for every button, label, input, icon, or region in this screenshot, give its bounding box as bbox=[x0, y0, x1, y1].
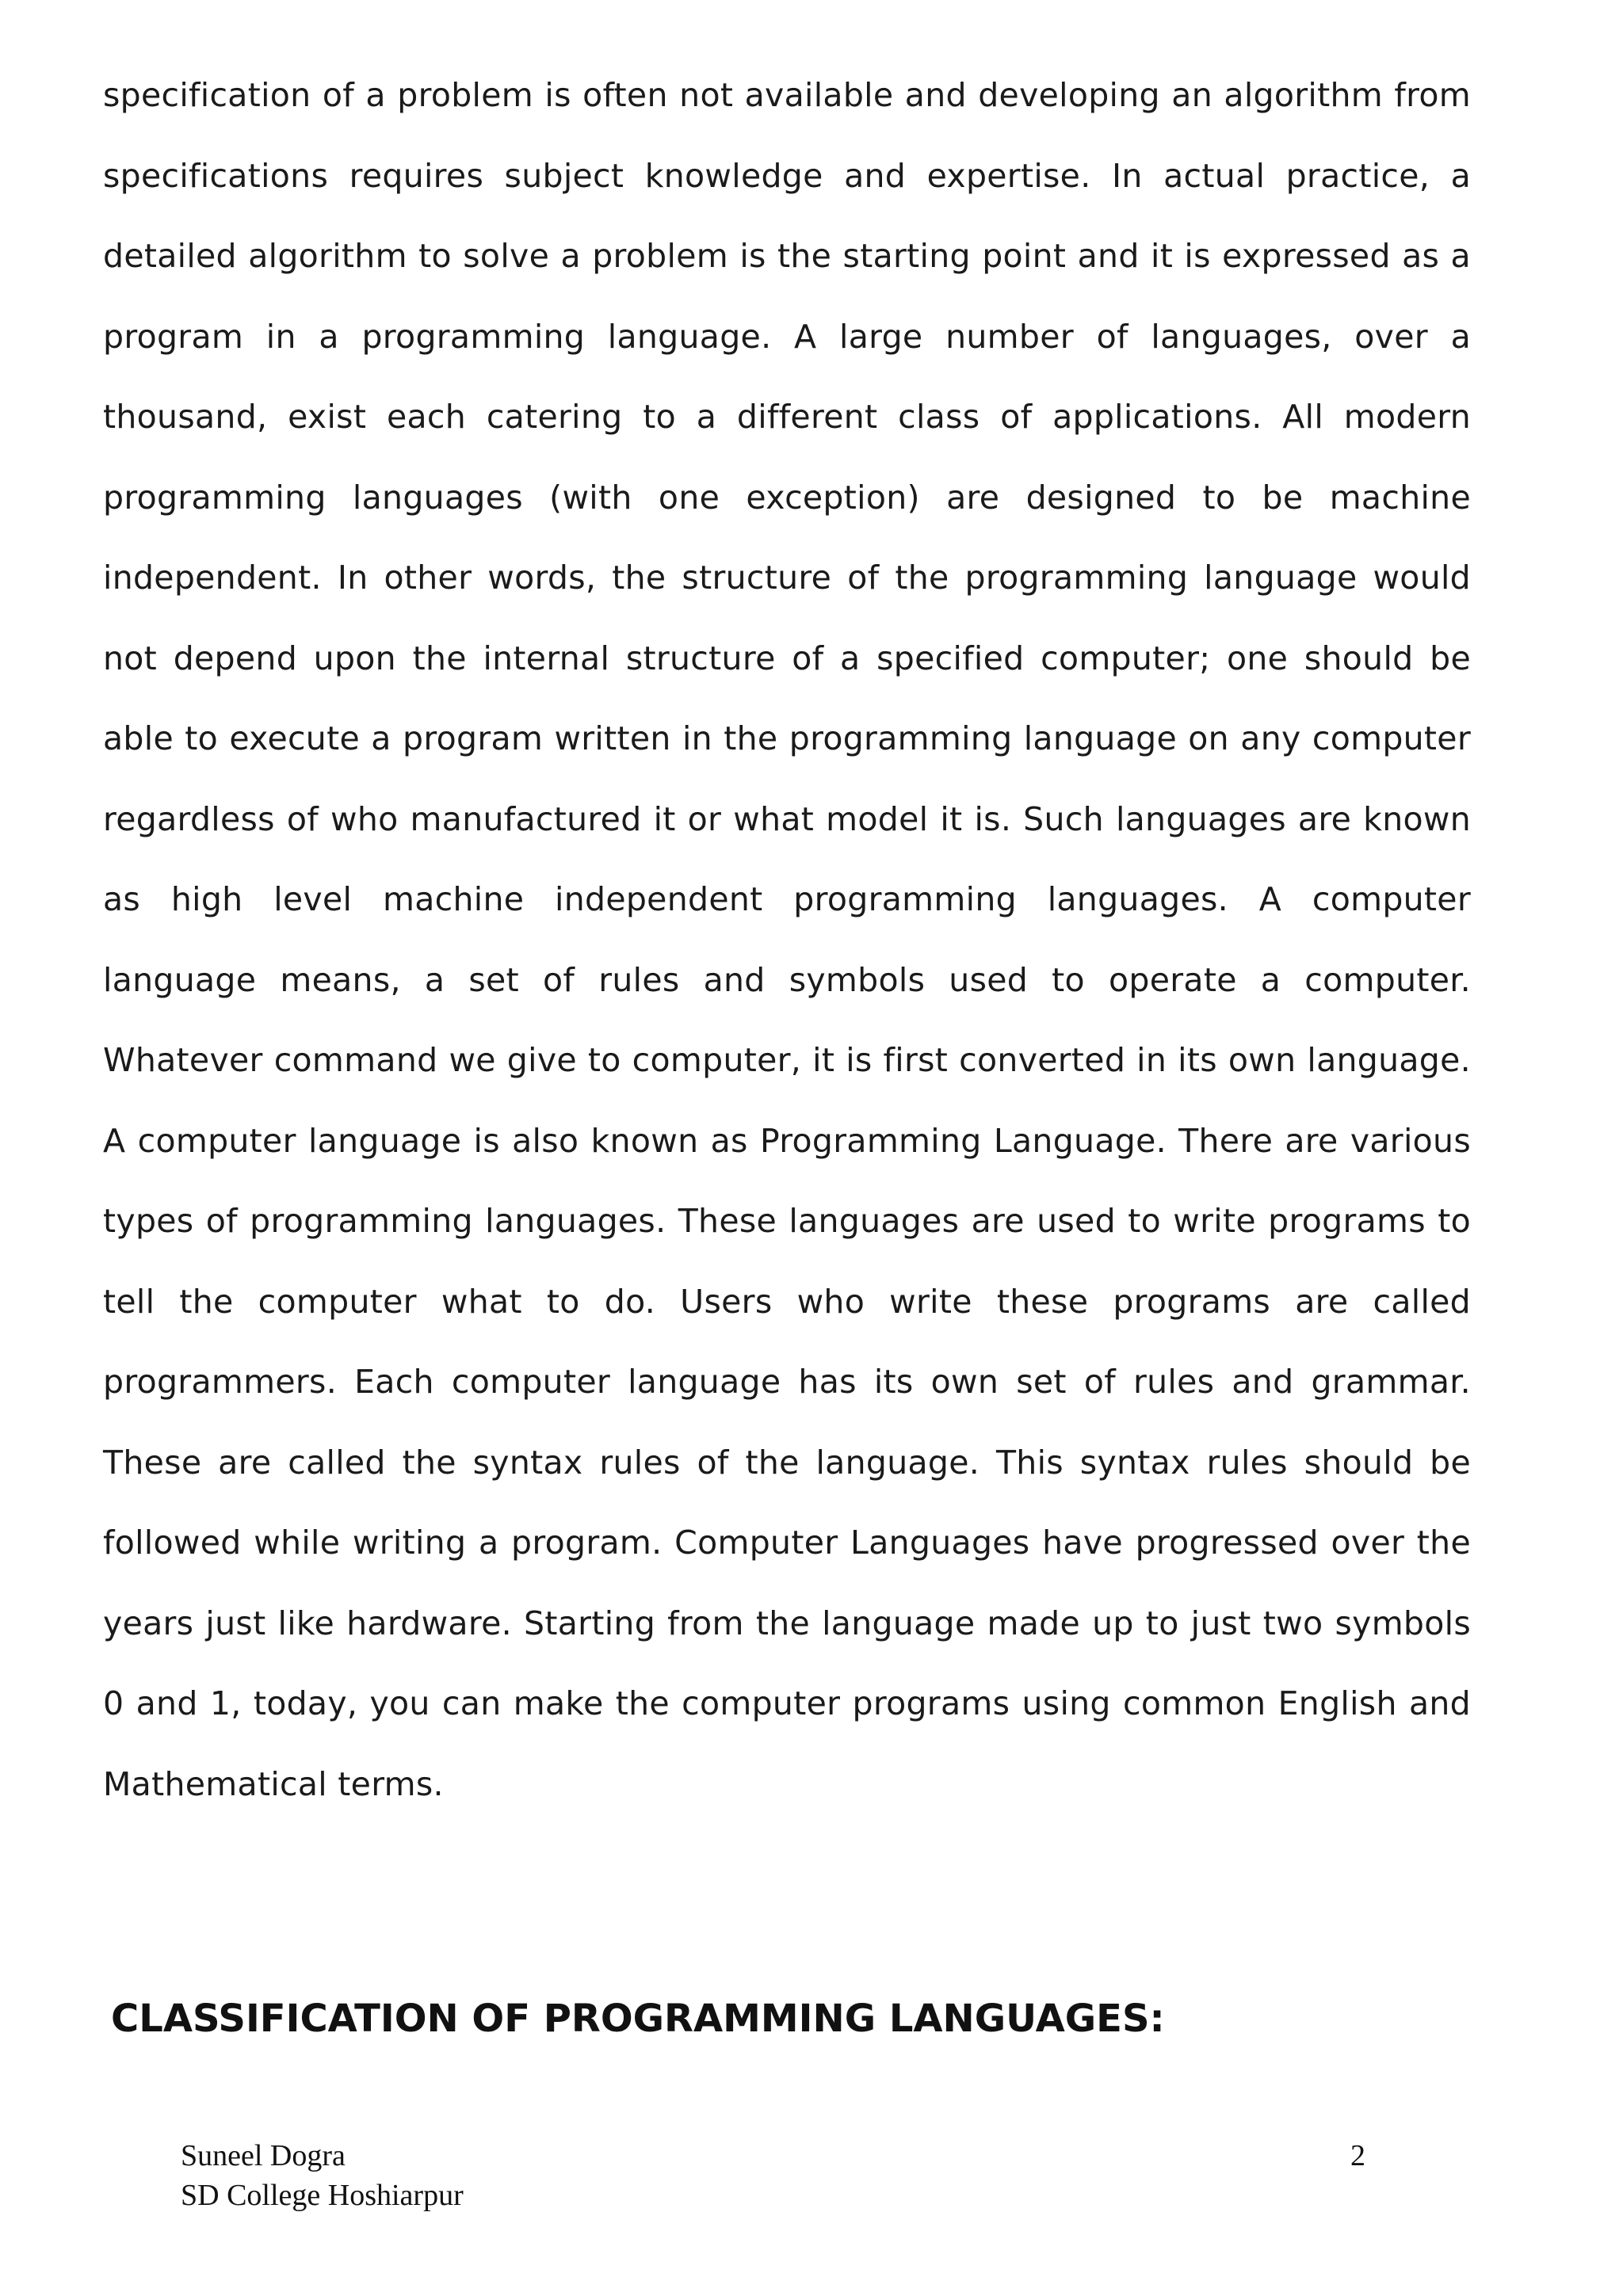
footer-institution: SD College Hoshiarpur bbox=[181, 2179, 464, 2212]
page-footer bbox=[181, 2136, 464, 2215]
body-paragraph: specification of a problem is often not available and developing an algorithm from specifications requires subject knowledge and expertise. In actual practice, a detailed algorithm to solve a problem is the starting point and it is expressed as a program in a programming language. A large number of languages, over a thousand, exist each catering to a different class of applications. All modern programming languages (with one exception) are designed to be machine independent. In other words, the structure of the programming language would not depend upon the internal structure of a specified computer; one should be able to execute a program written in the programming language on any computer regardless of who manufactured it or what model it is. Such languages are known as high level machine independent programming languages. A computer language means, a set of rules and symbols used to operate a computer. Whatever command we give to computer, it is first converted in its own language. A computer language is also known as Programming Language. There are various types of programming languages. These languages are used to write programs to tell the computer what to do. Users who write these programs are called programmers. Each computer language has its own set of rules and grammar. These are called the syntax rules of the language. This syntax rules should be followed while writing a program. Computer Languages have progressed over the years just like hardware. Starting from the language made up to just two symbols 0 and 1, today, you can make the computer programs using common English and Mathematical terms. bbox=[103, 76, 1471, 1803]
footer-author: Suneel Dogra bbox=[181, 2139, 346, 2172]
page-number: 2 bbox=[1350, 2139, 1365, 2172]
section-heading: CLASSIFICATION OF PROGRAMMING LANGUAGES: bbox=[111, 1997, 1165, 2041]
